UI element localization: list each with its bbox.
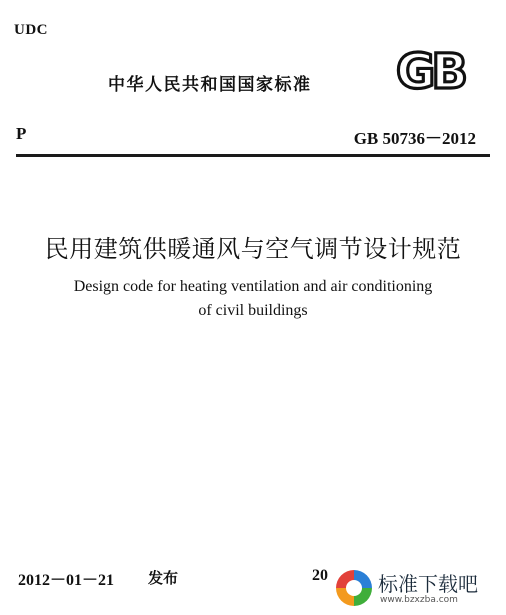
organization-title: 中华人民共和国国家标准 [108, 75, 312, 95]
watermark-name: 标准下载吧 [378, 572, 478, 596]
issue-label: 发布 [148, 569, 179, 587]
gb-logo [382, 46, 478, 92]
title-english-line2: of civil buildings [198, 302, 308, 319]
udc-label: UDC [14, 22, 48, 38]
watermark [332, 566, 500, 610]
gb-logo-text: GB [396, 46, 464, 92]
issue-date: 2012－01－21 [18, 572, 115, 589]
implementation-date: 20 [312, 567, 328, 584]
classification-code: P [16, 124, 27, 143]
header-divider [16, 154, 490, 157]
watermark-url: www.bzxzba.com [380, 595, 458, 605]
watermark-logo-icon [334, 568, 374, 608]
standard-number: GB 50736－2012 [353, 129, 476, 148]
title-english-line1: Design code for heating ventilation and air conditioning [73, 278, 433, 295]
title-chinese: 民用建筑供暖通风与空气调节设计规范 [44, 235, 462, 263]
